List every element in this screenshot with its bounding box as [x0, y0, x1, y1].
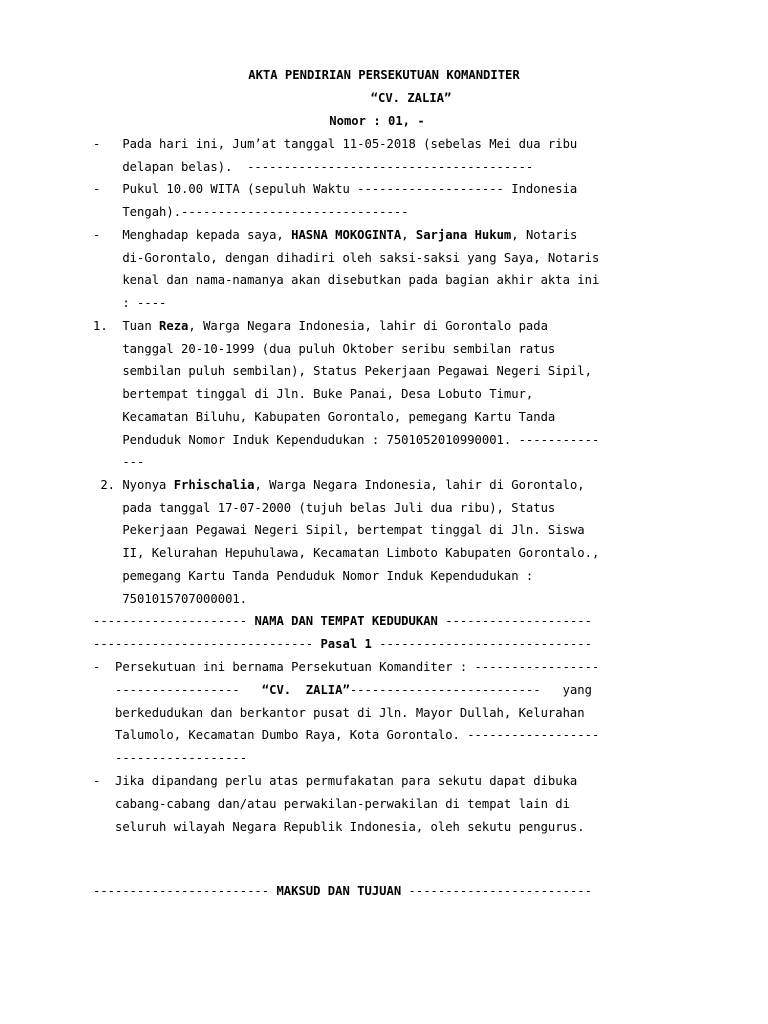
deed-line: 1. Tuan Reza, Warga Negara Indonesia, lahir di Gorontalo pada [93, 319, 548, 333]
deed-line: - Pada hari ini, Jum’at tanggal 11-05-2018 (sebelas Mei dua ribu [93, 137, 578, 151]
deed-line: pemegang Kartu Tanda Penduduk Nomor Induk Kependudukan : [93, 569, 534, 583]
deed-line: delapan belas). --------------------------------------- [93, 160, 534, 174]
deed-line: Talumolo, Kecamatan Dumbo Raya, Kota Gorontalo. ------------------ [93, 728, 600, 742]
deed-line: - Persekutuan ini bernama Persekutuan Komanditer : ----------------- [93, 660, 600, 674]
deed-line: di-Gorontalo, dengan dihadiri oleh saksi-saksi yang Saya, Notaris [93, 251, 600, 265]
deed-line: Penduduk Nomor Induk Kependudukan : 7501052010990001. ----------- [93, 433, 600, 447]
company-name: “CV. ZALIA” [370, 91, 452, 105]
deed-line: ------------------------------ Pasal 1 ----------------------------- [93, 637, 592, 651]
deed-line: ------------------ [93, 751, 248, 765]
deed-line: kenal dan nama-namanya akan disebutkan pada bagian akhir akta ini [93, 273, 600, 287]
deed-line: : ---- [93, 296, 167, 310]
deed-line: - Menghadap kepada saya, HASNA MOKOGINTA, Sarjana Hukum, Notaris [93, 228, 578, 242]
deed-line: Kecamatan Biluhu, Kabupaten Gorontalo, pemegang Kartu Tanda [93, 410, 556, 424]
deed-title: AKTA PENDIRIAN PERSEKUTUAN KOMANDITER [248, 68, 520, 82]
deed-line: Pekerjaan Pegawai Negeri Sipil, bertempat tinggal di Jln. Siswa [93, 523, 585, 537]
deed-line: sembilan puluh sembilan), Status Pekerjaan Pegawai Negeri Sipil, [93, 364, 592, 378]
deed-line: --------------------- NAMA DAN TEMPAT KEDUDUKAN -------------------- [93, 614, 592, 628]
deed-number: Nomor : 01, - [329, 114, 425, 128]
deed-line: ----------------- “CV. ZALIA”-------------------------- yang [93, 683, 592, 697]
deed-line: tanggal 20-10-1999 (dua puluh Oktober seribu sembilan ratus [93, 342, 556, 356]
deed-line: --- [93, 455, 145, 469]
deed-line: pada tanggal 17-07-2000 (tujuh belas Juli dua ribu), Status [93, 501, 556, 515]
deed-line: bertempat tinggal di Jln. Buke Panai, Desa Lobuto Timur, [93, 387, 534, 401]
deed-line: - Jika dipandang perlu atas permufakatan para sekutu dapat dibuka [93, 774, 578, 788]
deed-line: - Pukul 10.00 WITA (sepuluh Waktu -------------------- Indonesia [93, 182, 578, 196]
deed-line: berkedudukan dan berkantor pusat di Jln. Mayor Dullah, Kelurahan [93, 706, 585, 720]
deed-line: 7501015707000001. [93, 592, 248, 606]
deed-line: II, Kelurahan Hepuhulawa, Kecamatan Limboto Kabupaten Gorontalo., [93, 546, 600, 560]
deed-line: ------------------------ MAKSUD DAN TUJUAN ------------------------- [93, 884, 592, 898]
deed-line: Tengah).------------------------------- [93, 205, 409, 219]
deed-line: 2. Nyonya Frhischalia, Warga Negara Indonesia, lahir di Gorontalo, [93, 478, 585, 492]
deed-line: cabang-cabang dan/atau perwakilan-perwakilan di tempat lain di [93, 797, 570, 811]
deed-line: seluruh wilayah Negara Republik Indonesia, oleh sekutu pengurus. [93, 820, 585, 834]
